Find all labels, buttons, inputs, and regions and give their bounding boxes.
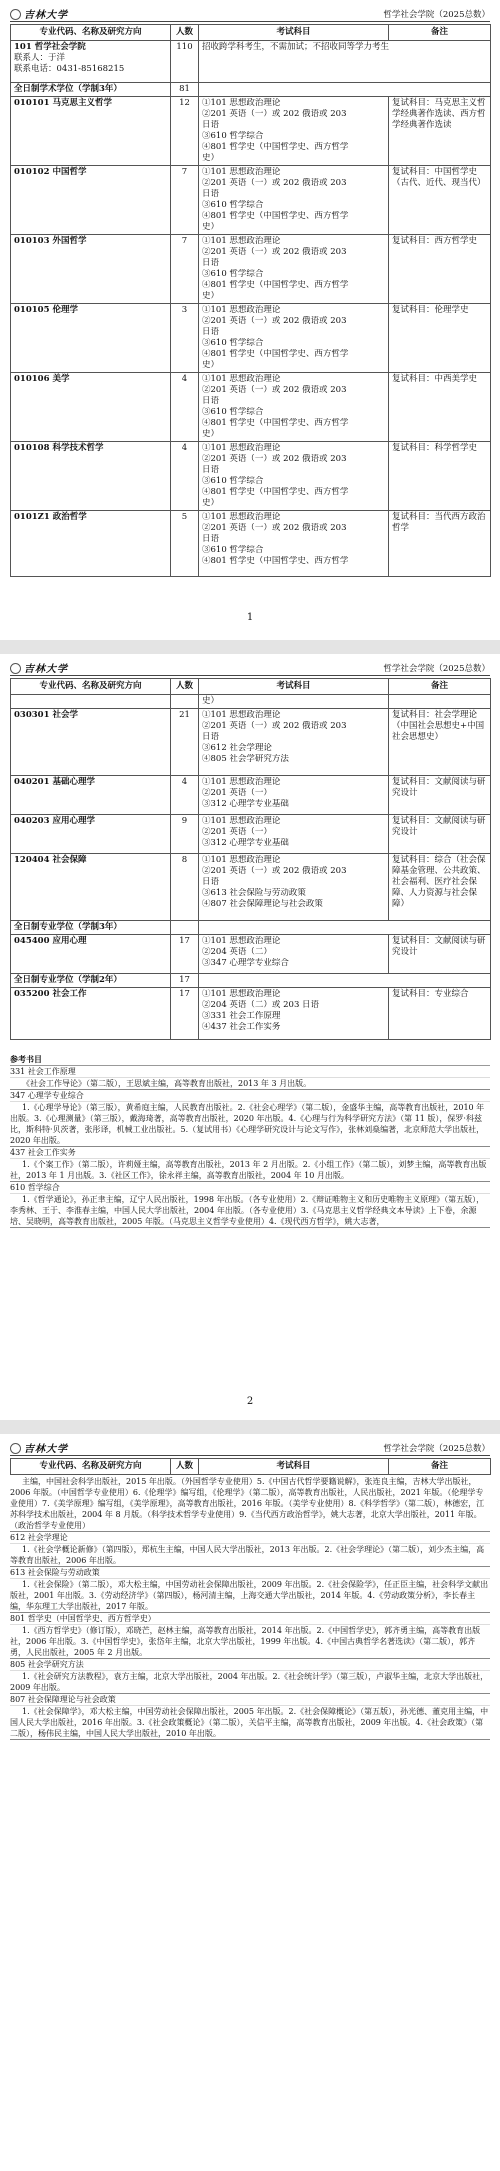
program-code: 010102 中国哲学 (11, 166, 171, 235)
exam-subject-line: ③613 社会保险与劳动政策 (202, 888, 306, 898)
program-note: 复试科目：综合（社会保障基金管理、公共政策、社会福利、医疗社会保障、人力资源与社会保障） (389, 854, 491, 921)
program-row (11, 373, 491, 442)
exam-subject-line: ③610 哲学综合 (202, 200, 264, 210)
reference-books-page3 (10, 1476, 490, 1740)
exam-subject-line: ④801 哲学史（中国哲学史、西方哲学 (202, 487, 349, 497)
program-num: 4 (171, 776, 199, 815)
ref-subject-title: 347 心理学专业综合 (10, 1090, 490, 1102)
catalog-table-2 (10, 678, 491, 1040)
program-code: 040201 基础心理学 (11, 776, 171, 815)
ref-subject-books: 1.《社会保险》（第二版），邓大松主编，中国劳动社会保障出版社，2009 年出版。2.《社会保险学》，任正臣主编，社会科学文献出版社，2001 年出版。3.《劳动经济学》（第四版），杨河清主编，上海交通大学出版社，2014 年版。4.《劳动政策分析》，李长春主编，华东理工大学出版社，2017 年版。 (10, 1580, 489, 1611)
program-row (11, 776, 491, 815)
exam-subject-line: ②201 英语（一） (202, 827, 272, 837)
ref-subject-title: 331 社会工作原理 (10, 1066, 490, 1078)
col-header-subjects: 考试科目 (199, 679, 389, 695)
program-row (11, 988, 491, 1040)
exam-subject-line: ②201 英语（一）或 202 俄语或 203 (202, 385, 347, 395)
exam-subjects (199, 709, 389, 776)
exam-subject-line: ③312 心理学专业基础 (202, 799, 289, 809)
document-page-1 (0, 0, 500, 640)
program-code: 010101 马克思主义哲学 (11, 97, 171, 166)
ref-subject-books: 1.《社会学概论新修》（第四版），郑杭生主编，中国人民大学出版社，2013 年出版。2.《社会学理论》（第二版），刘少杰主编，高等教育出版社，2006 年出版。 (10, 1544, 490, 1567)
header-org: 哲学社会学院（2025总数） (383, 10, 490, 20)
program-row (11, 304, 491, 373)
exam-subject-line: 日语 (202, 465, 220, 475)
program-row (11, 709, 491, 776)
exam-subject-line: ②201 英语（一）或 202 俄语或 203 (202, 316, 347, 326)
exam-subject-line: ①101 思想政治理论 (202, 236, 281, 246)
exam-subject-line: ③347 心理学专业综合 (202, 958, 289, 968)
program-num: 3 (171, 304, 199, 373)
exam-subject-line: ③610 哲学综合 (202, 269, 264, 279)
exam-subject-line: ④801 哲学史（中国哲学史、西方哲学 (202, 349, 349, 359)
ref-subject-title: 807 社会保障理论与社会政策 (10, 1694, 490, 1706)
section-label: 全日制专业学位（学制3年） (11, 921, 171, 935)
col-header-code: 专业代码、名称及研究方向 (11, 1459, 171, 1475)
section-label: 全日制专业学位（学制2年） (11, 974, 171, 988)
catalog-table-1 (10, 24, 491, 577)
ref-subject-title: 612 社会学理论 (10, 1532, 490, 1544)
university-logo (10, 1440, 68, 1455)
dept-info (11, 41, 171, 83)
col-header-num: 人数 (171, 25, 199, 41)
program-code: 010103 外国哲学 (11, 235, 171, 304)
exam-subject-line: 日语 (202, 189, 220, 199)
ref-subject-books: 1.《心理学导论》（第三版），黄希庭主编，人民教育出版社。2.《社会心理学》（第二版），金盛华主编，高等教育出版社，2010 年出版。3.《心理测量》（第三版），戴海琦著，高等教育出版社，2020 年出版。4.《心理与行为科学研究方法》（第 11 版），保罗·科兹比，斯科特·贝茨著，张彤译，机械工业出版社。5.（复试用书）《心理学研究设计与论文写作》，张林刘燊编著，北京师范大学出版社，2020 年出版。 (10, 1102, 490, 1147)
program-code: 120404 社会保障 (11, 854, 171, 921)
table-header-row (11, 1459, 491, 1475)
ref-subject-books: 1.《西方哲学史》（修订版），邓晓芒，赵林主编，高等教育出版社，2014 年出版。2.《中国哲学史》，郭齐勇主编，高等教育出版社，2006 年出版。3.《中国哲学史》，张岱年主编，北京大学出版社，1999 年出版。4.《中国古典哲学名著选读》（第二版），郭齐勇，人民出版社，2005 年 2 月出版。 (10, 1625, 490, 1659)
section-num (171, 921, 199, 935)
exam-subject-line: ②201 英语（一）或 202 俄语或 203 (202, 454, 347, 464)
program-note: 复试科目：伦理学史 (389, 304, 491, 373)
program-num: 17 (171, 988, 199, 1040)
exam-subject-line: ④801 哲学史（中国哲学史、西方哲学 (202, 556, 349, 566)
continuation-text: 史） (199, 695, 389, 709)
dept-num: 110 (171, 41, 199, 83)
exam-subject-line: ①101 思想政治理论 (202, 98, 281, 108)
exam-subject-line: ②204 英语（二） (202, 947, 272, 957)
exam-subject-line: ②201 英语（一）或 202 俄语或 203 (202, 178, 347, 188)
col-header-num: 人数 (171, 679, 199, 695)
document-page-3 (0, 1434, 500, 2171)
program-code: 010106 美学 (11, 373, 171, 442)
col-header-notes: 备注 (389, 1459, 491, 1475)
program-row (11, 442, 491, 511)
col-header-subjects: 考试科目 (199, 1459, 389, 1475)
header-org: 哲学社会学院（2025总数） (383, 1444, 490, 1454)
program-note: 复试科目：中国哲学史（古代、近代、现当代） (389, 166, 491, 235)
page-number: 2 (246, 1396, 254, 1407)
exam-subjects (199, 235, 389, 304)
page-header (10, 6, 490, 22)
ref-subject-title: 805 社会学研究方法 (10, 1659, 490, 1671)
program-code: 030301 社会学 (11, 709, 171, 776)
exam-subject-line: ①101 思想政治理论 (202, 512, 281, 522)
ref-subject-title: 613 社会保险与劳动政策 (10, 1567, 490, 1579)
exam-subjects (199, 935, 389, 974)
university-logo (10, 6, 68, 21)
exam-subject-line: 日语 (202, 732, 220, 742)
exam-subject-line: ④801 哲学史（中国哲学史、西方哲学 (202, 280, 349, 290)
dept-title: 101 哲学社会学院 (14, 42, 86, 52)
exam-subjects (199, 373, 389, 442)
exam-subject-line: ①101 思想政治理论 (202, 443, 281, 453)
exam-subject-line: ④801 哲学史（中国哲学史、西方哲学 (202, 418, 349, 428)
exam-subjects (199, 854, 389, 921)
col-header-notes: 备注 (389, 679, 491, 695)
references-title: 参考书目 (10, 1054, 490, 1066)
document-page-2 (0, 654, 500, 1420)
table-header-row (11, 25, 491, 41)
exam-subject-line: 史） (202, 498, 220, 508)
exam-subject-line: ③610 哲学综合 (202, 545, 264, 555)
ref-subject-books: 《社会工作导论》（第二版），王思斌主编，高等教育出版社，2013 年 3 月出版。 (10, 1078, 490, 1090)
exam-subject-line: 日语 (202, 120, 220, 130)
exam-subject-line: ①101 思想政治理论 (202, 374, 281, 384)
program-note: 复试科目：文献阅读与研究设计 (389, 776, 491, 815)
university-seal-icon (10, 1443, 21, 1454)
program-row (11, 815, 491, 854)
table-header-row (11, 679, 491, 695)
exam-subject-line: ③610 哲学综合 (202, 131, 264, 141)
program-code: 0101Z1 政治哲学 (11, 511, 171, 577)
exam-subject-line: 史） (202, 429, 220, 439)
program-num: 7 (171, 166, 199, 235)
exam-subjects (199, 511, 389, 577)
exam-subject-line: 史） (202, 360, 220, 370)
program-row (11, 97, 491, 166)
exam-subject-line: ①101 思想政治理论 (202, 989, 281, 999)
ref-subject-books: 1.《社会研究方法教程》，袁方主编，北京大学出版社，2004 年出版。2.《社会统计学》（第三版），卢淑华主编，北京大学出版社，2009 年出版。 (10, 1672, 489, 1692)
exam-subject-line: 日语 (202, 327, 220, 337)
page1-program-rows (11, 97, 491, 577)
section-num: 81 (171, 83, 199, 97)
program-note: 复试科目：文献阅读与研究设计 (389, 815, 491, 854)
exam-subject-line: ①101 思想政治理论 (202, 305, 281, 315)
program-note: 复试科目：马克思主义哲学经典著作选读、西方哲学经典著作选读 (389, 97, 491, 166)
exam-subject-line: ③610 哲学综合 (202, 476, 264, 486)
program-num: 7 (171, 235, 199, 304)
exam-subject-line: 日语 (202, 258, 220, 268)
program-row (11, 235, 491, 304)
exam-subjects (199, 97, 389, 166)
section-row-pro3 (11, 921, 491, 935)
program-num: 4 (171, 442, 199, 511)
exam-subjects (199, 166, 389, 235)
exam-subject-line: ①101 思想政治理论 (202, 777, 281, 787)
exam-subject-line: 史） (202, 291, 220, 301)
catalog-table-3 (10, 1458, 491, 1475)
ref-subject-title: 801 哲学史（中国哲学史、西方哲学史） (10, 1613, 490, 1625)
exam-subject-line: ①101 思想政治理论 (202, 167, 281, 177)
program-num: 21 (171, 709, 199, 776)
exam-subject-line: 日语 (202, 534, 220, 544)
page-number: 1 (246, 612, 254, 623)
exam-subject-line: 日语 (202, 877, 220, 887)
exam-subject-line: ①101 思想政治理论 (202, 710, 281, 720)
program-code: 035200 社会工作 (11, 988, 171, 1040)
exam-subject-line: ②201 英语（一）或 202 俄语或 203 (202, 247, 347, 257)
page2-row-045400 (11, 935, 491, 974)
program-note: 复试科目：西方哲学史 (389, 235, 491, 304)
exam-subject-line: ②201 英语（一）或 202 俄语或 203 (202, 523, 347, 533)
section-label: 全日制学术学位（学制3年） (11, 83, 171, 97)
program-code: 040203 应用心理学 (11, 815, 171, 854)
col-header-notes: 备注 (389, 25, 491, 41)
exam-subject-line: ③612 社会学理论 (202, 743, 272, 753)
reference-books-page2 (10, 1054, 490, 1228)
program-row (11, 511, 491, 577)
program-row (11, 166, 491, 235)
ref-subject-books: 1.《个案工作》（第二版），许莉娅主编，高等教育出版社，2013 年 2 月出版。2.《小组工作》（第二版），刘梦主编，高等教育出版社，2013 年 1 月出版。3.《社区工作》，徐永祥主编，高等教育出版社，2004 年 10 月出版。 (10, 1159, 490, 1182)
col-header-code: 专业代码、名称及研究方向 (11, 25, 171, 41)
exam-subjects (199, 776, 389, 815)
exam-subject-line: ①101 思想政治理论 (202, 936, 281, 946)
exam-subject-line: ②201 英语（一）或 202 俄语或 203 (202, 721, 347, 731)
exam-subject-line: ②201 英语（一）或 202 俄语或 203 (202, 866, 347, 876)
logo-text: 吉林大学 (24, 664, 68, 675)
header-org: 哲学社会学院（2025总数） (383, 664, 490, 674)
exam-subject-line: 日语 (202, 396, 220, 406)
page2-program-rows (11, 709, 491, 921)
ref-subject-books: 1.《社会保障学》，邓大松主编，中国劳动社会保障出版社，2005 年出版。2.《社会保障概论》（第五版），孙光德、董克用主编，中国人民大学出版社，2016 年出版。3.《社会政策概论》（第二版），关信平主编，高等教育出版社，2009 年出版。4.《社会政策》（第二版），杨伟民主编，中国人民大学出版社，2010 年出版。 (10, 1707, 489, 1738)
program-note: 复试科目：社会学理论（中国社会思想史+中国社会思想史） (389, 709, 491, 776)
program-note: 复试科目：文献阅读与研究设计 (389, 935, 491, 974)
logo-text: 吉林大学 (24, 1444, 68, 1455)
col-header-num: 人数 (171, 1459, 199, 1475)
program-num: 5 (171, 511, 199, 577)
program-num: 4 (171, 373, 199, 442)
university-logo (10, 660, 68, 675)
dept-contact: 联系人：于洋 (14, 53, 66, 63)
section-num: 17 (171, 974, 199, 988)
exam-subject-line: ③610 哲学综合 (202, 338, 264, 348)
program-num: 12 (171, 97, 199, 166)
program-note: 复试科目：当代西方政治哲学 (389, 511, 491, 577)
program-note: 复试科目：中西美学史 (389, 373, 491, 442)
exam-subject-line: ③331 社会工作原理 (202, 1011, 281, 1021)
dept-row (11, 41, 491, 83)
exam-subject-line: ④801 哲学史（中国哲学史、西方哲学 (202, 142, 349, 152)
university-seal-icon (10, 663, 21, 674)
section-row (11, 83, 491, 97)
ref-subject-books: 1.《哲学通论》，孙正聿主编，辽宁人民出版社，1998 年出版。（各专业使用）2.《辩证唯物主义和历史唯物主义原理》（第五版），李秀林、王于、李淮春主编，中国人民大学出版社，2004 年出版。（各专业使用）3.《马克思主义哲学经典文本导读》上下卷，余源培、吴晓明，高等教育出版社，2005 年版。（马克思主义哲学专业使用）4.《现代西方哲学》，姚大志著， (10, 1194, 490, 1228)
page-header (10, 660, 490, 676)
exam-subject-line: ③610 哲学综合 (202, 407, 264, 417)
continuation-row (11, 695, 491, 709)
logo-text: 吉林大学 (24, 10, 68, 21)
section-row-pro2 (11, 974, 491, 988)
program-note: 复试科目：科学哲学史 (389, 442, 491, 511)
program-note: 复试科目：专业综合 (389, 988, 491, 1040)
col-header-code: 专业代码、名称及研究方向 (11, 679, 171, 695)
dept-phone: 联系电话：0431-85168215 (14, 64, 125, 74)
col-header-subjects: 考试科目 (199, 25, 389, 41)
page2-row-035200 (11, 988, 491, 1040)
exam-subject-line: ④807 社会保障理论与社会政策 (202, 899, 323, 909)
exam-subject-line: ②204 英语（二）或 203 日语 (202, 1000, 320, 1010)
exam-subject-line: ④805 社会学研究方法 (202, 754, 289, 764)
exam-subject-line: ①101 思想政治理论 (202, 816, 281, 826)
exam-subject-line: ②201 英语（一） (202, 788, 272, 798)
ref-continuation: 主编，中国社会科学出版社，2015 年出版。（外国哲学专业使用）5.《中国古代哲学要籍说解》，张连良主编，吉林大学出版社，2006 年版。（中国哲学专业使用）6.《伦理学》编写组，《伦理学》（第二版），高等教育出版社，人民出版社，2021 年版。（伦理学专业使用）7.《美学原理》编写组，《美学原理》，高等教育出版社，2016 年版。（美学专业使用）8.《科学哲学》（第二版），林德宏，江苏科学技术出版社，2004 年 8 月版。（科学技术哲学专业使用）9.《当代西方政治哲学》，姚大志著，北京大学出版社，2011 年版。（政治哲学专业使用） (10, 1476, 490, 1532)
program-num: 17 (171, 935, 199, 974)
exam-subject-line: ④437 社会工作实务 (202, 1022, 281, 1032)
university-seal-icon (10, 9, 21, 20)
program-num: 8 (171, 854, 199, 921)
exam-subjects (199, 988, 389, 1040)
exam-subject-line: ①101 思想政治理论 (202, 855, 281, 865)
ref-subject-title: 610 哲学综合 (10, 1182, 490, 1194)
exam-subject-line: 史） (202, 222, 220, 232)
program-code: 045400 应用心理 (11, 935, 171, 974)
page-header (10, 1440, 490, 1456)
exam-subjects (199, 815, 389, 854)
dept-note: 招收跨学科考生，不需加试；不招收同等学力考生 (199, 41, 491, 83)
exam-subjects (199, 442, 389, 511)
program-row (11, 935, 491, 974)
exam-subject-line: 史） (202, 153, 220, 163)
exam-subjects (199, 304, 389, 373)
program-num: 9 (171, 815, 199, 854)
program-code: 010108 科学技术哲学 (11, 442, 171, 511)
ref-subject-title: 437 社会工作实务 (10, 1147, 490, 1159)
program-row (11, 854, 491, 921)
exam-subject-line: ②201 英语（一）或 202 俄语或 203 (202, 109, 347, 119)
exam-subject-line: ④801 哲学史（中国哲学史、西方哲学 (202, 211, 349, 221)
exam-subject-line: ③312 心理学专业基础 (202, 838, 289, 848)
program-code: 010105 伦理学 (11, 304, 171, 373)
